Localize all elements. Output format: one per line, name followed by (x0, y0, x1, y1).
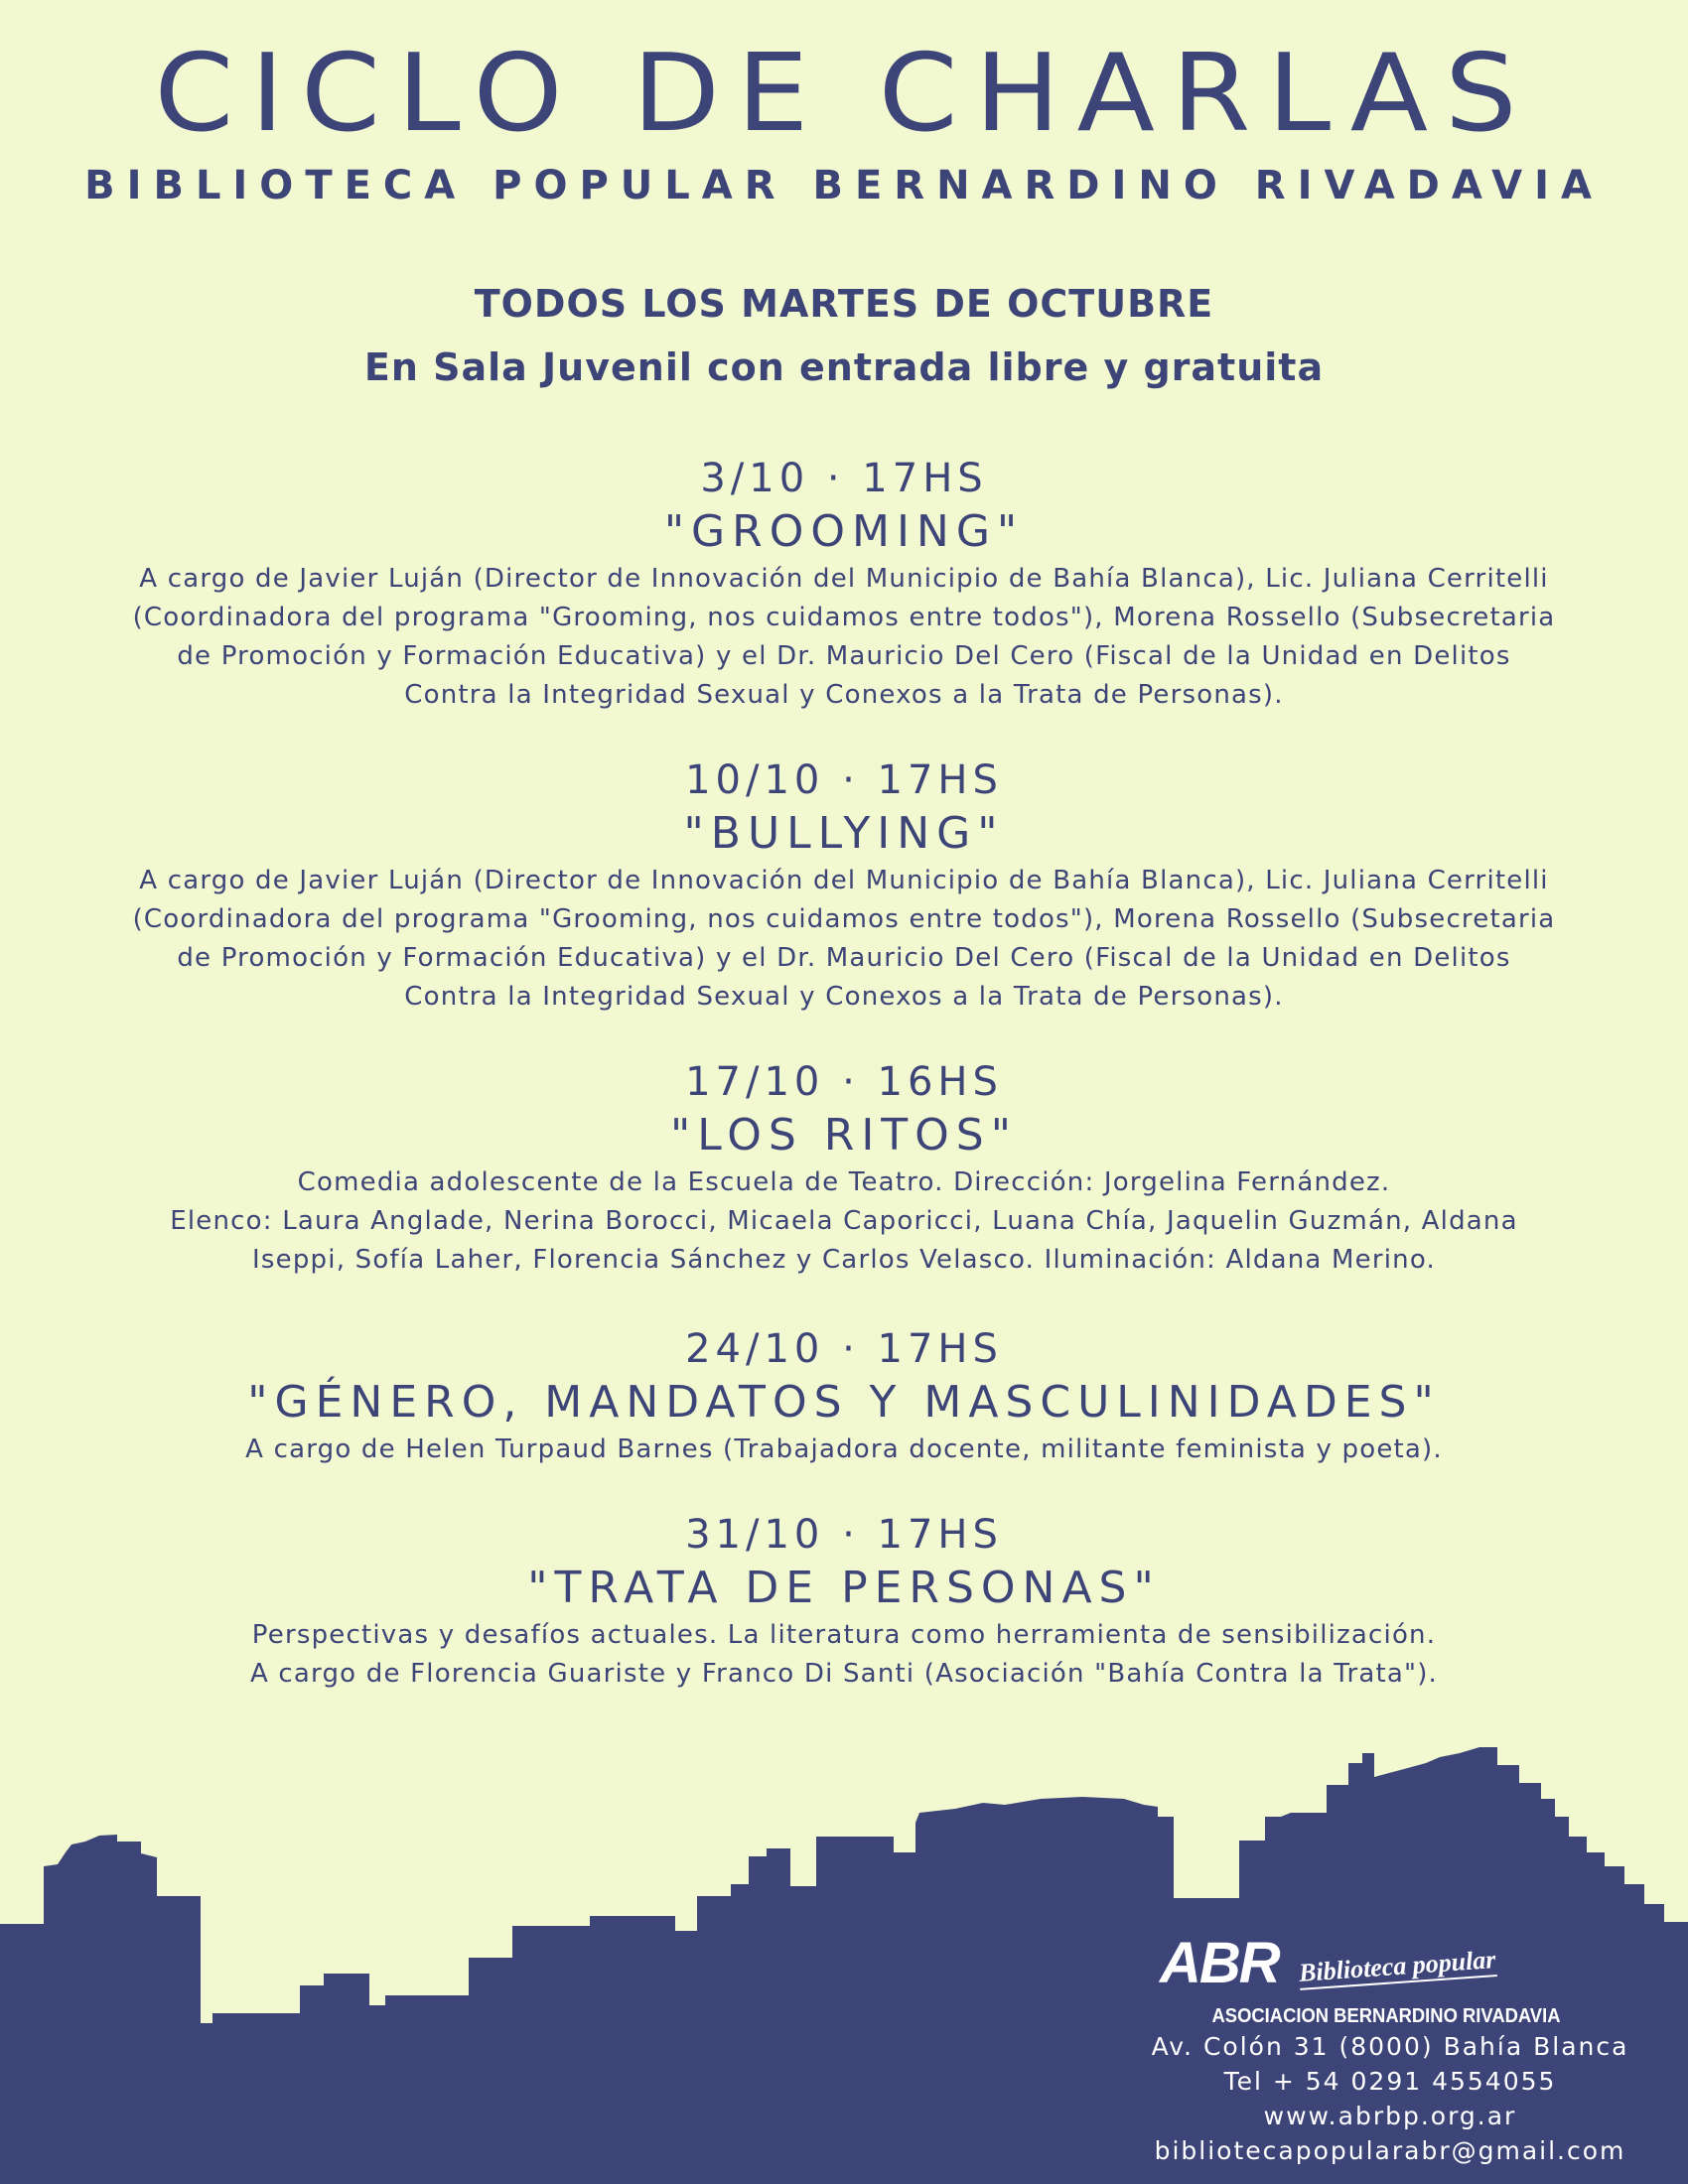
venue-note: En Sala Juvenil con entrada libre y gratuita (363, 345, 1325, 389)
talk-description-line: (Coordinadora del programa "Grooming, nos cuidamos entre todos"), Morena Rossello (Subsecretaria (132, 904, 1556, 934)
talk-description-line: Iseppi, Sofía Laher, Florencia Sánchez y Carlos Velasco. Iluminación: Aldana Merino. (252, 1245, 1436, 1275)
talk-date: 17/10 · 16HS (685, 1059, 1003, 1105)
talk-description-line: (Coordinadora del programa "Grooming, nos cuidamos entre todos"), Morena Rossello (Subsecretaria (132, 603, 1556, 632)
talk-date: 31/10 · 17HS (685, 1512, 1003, 1558)
schedule-heading: TODOS LOS MARTES DE OCTUBRE (474, 282, 1214, 326)
talk-description-line: A cargo de Florencia Guariste y Franco Di Santi (Asociación "Bahía Contra la Trata"). (249, 1659, 1439, 1689)
talk-date: 24/10 · 17HS (685, 1326, 1003, 1372)
talk-topic: "BULLYING" (683, 808, 1005, 859)
contact-website: www.abrbp.org.ar (1263, 2102, 1517, 2130)
talk-topic: "TRATA DE PERSONAS" (527, 1563, 1161, 1613)
talk-date: 10/10 · 17HS (685, 757, 1003, 803)
talk-description-line: de Promoción y Formación Educativa) y el Dr. Mauricio Del Cero (Fiscal de la Unidad en Delitos (177, 641, 1511, 671)
talk-date: 3/10 · 17HS (700, 456, 988, 501)
talk-description-line: Contra la Integridad Sexual y Conexos a la Trata de Personas). (404, 982, 1284, 1012)
abr-logo-mark: ABR (1160, 1931, 1279, 1995)
contact-email: bibliotecapopularabr@gmail.com (1154, 2136, 1626, 2165)
talk-description-line: A cargo de Javier Luján (Director de Innovación del Municipio de Bahía Blanca), Lic. Juliana Cerritelli (139, 866, 1549, 895)
talk-topic: "GÉNERO, MANDATOS Y MASCULINIDADES" (247, 1377, 1441, 1428)
talk-description-line: Contra la Integridad Sexual y Conexos a la Trata de Personas). (404, 680, 1284, 710)
contact-phone: Tel + 54 0291 4554055 (1223, 2067, 1557, 2096)
abr-logo-tagline: Biblioteca popular (1298, 1945, 1496, 1990)
talk-description-line: A cargo de Helen Turpaud Barnes (Trabajadora docente, militante feminista y poeta). (245, 1434, 1443, 1464)
footer-contact-block (1132, 1931, 1648, 2168)
talk-description-line: A cargo de Javier Luján (Director de Innovación del Municipio de Bahía Blanca), Lic. Juliana Cerritelli (139, 564, 1549, 594)
association-name: ASOCIACION BERNARDINO RIVADAVIA (1211, 2005, 1561, 2027)
library-name: BIBLIOTECA POPULAR BERNARDINO RIVADAVIA (84, 163, 1604, 208)
talk-topic: "LOS RITOS" (670, 1110, 1018, 1160)
poster-title: CICLO DE CHARLAS (154, 32, 1534, 156)
talk-description-line: Perspectivas y desafíos actuales. La literatura como herramienta de sensibilización. (251, 1620, 1437, 1650)
talk-topic: "GROOMING" (663, 506, 1025, 557)
abr-logo (1132, 1931, 1648, 2003)
talk-description-line: Elenco: Laura Anglade, Nerina Borocci, Micaela Caporicci, Luana Chía, Jaquelin Guzmán, Aldana (170, 1206, 1518, 1236)
talk-description-line: de Promoción y Formación Educativa) y el Dr. Mauricio Del Cero (Fiscal de la Unidad en Delitos (177, 943, 1511, 973)
talk-description-line: Comedia adolescente de la Escuela de Teatro. Dirección: Jorgelina Fernández. (297, 1167, 1391, 1197)
contact-address: Av. Colón 31 (8000) Bahía Blanca (1151, 2032, 1629, 2061)
